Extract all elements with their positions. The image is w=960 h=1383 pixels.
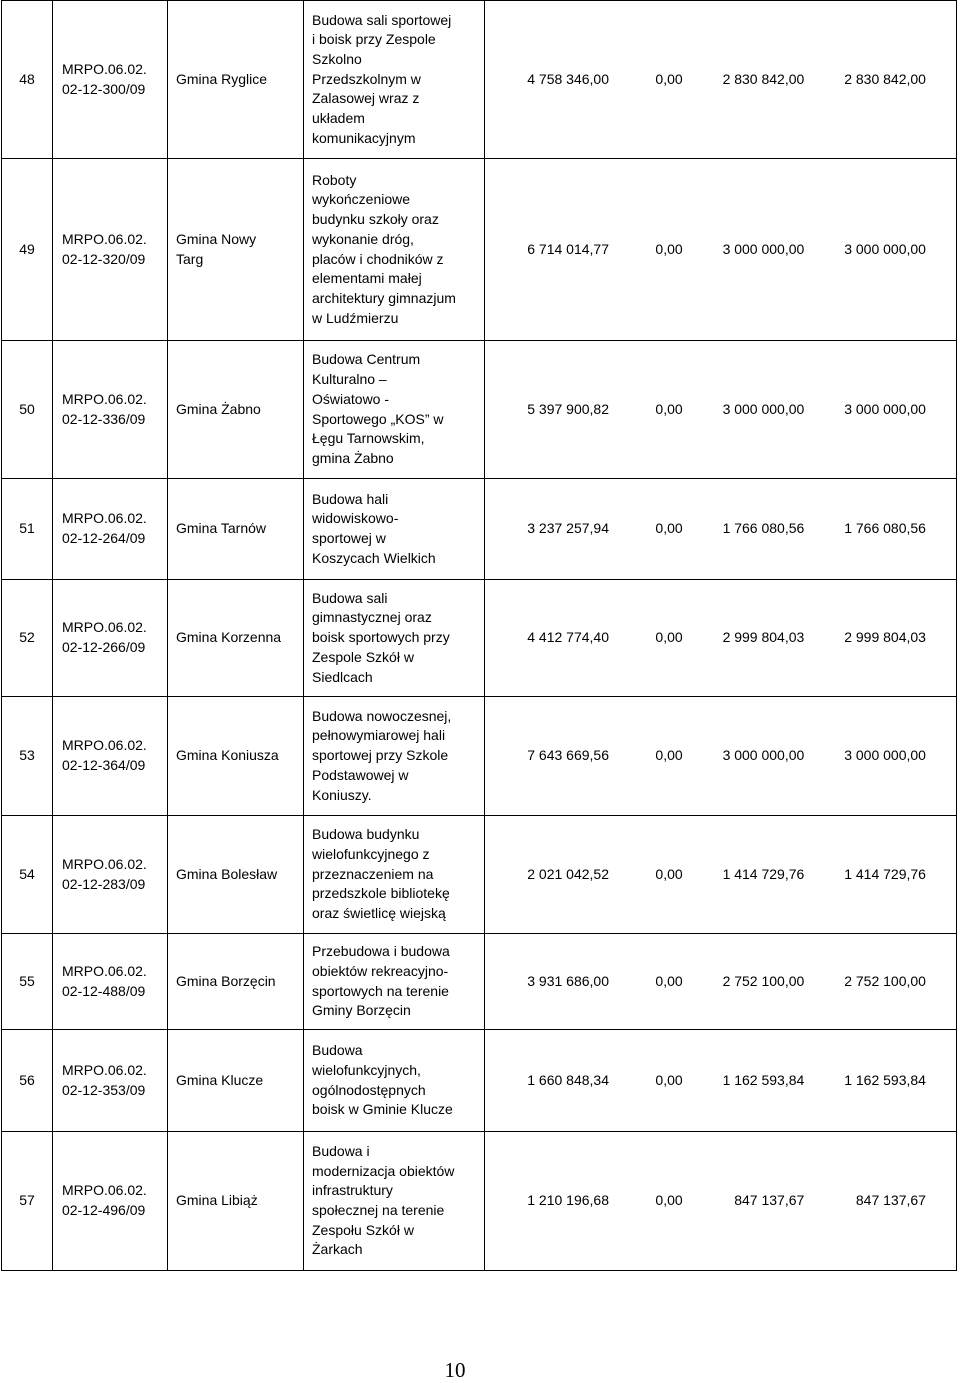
- row-number: 50: [2, 341, 53, 479]
- grant-amount: 1 162 593,84: [844, 1071, 926, 1088]
- beneficiary: [168, 580, 304, 697]
- application-number-line: MRPO.06.02.: [62, 737, 147, 754]
- zero-value: 0,00: [655, 400, 683, 417]
- project-title-line: Budowa sali sportowej: [312, 11, 452, 28]
- eligible-amount: 3 000 000,00: [722, 240, 805, 257]
- project-title: [304, 934, 485, 1030]
- beneficiary-line: Gmina Tarnów: [176, 520, 267, 537]
- beneficiary: [168, 697, 304, 816]
- application-number: [53, 580, 168, 697]
- project-title-line: widowiskowo-: [312, 510, 399, 527]
- project-title-line: Zespołu Szkół w: [312, 1221, 414, 1238]
- application-number-line: MRPO.06.02.: [62, 390, 147, 407]
- project-title-line: układem: [312, 110, 365, 127]
- zero-value: 0,00: [655, 240, 683, 257]
- project-title-line: komunikacyjnym: [312, 129, 416, 146]
- beneficiary-line: Gmina Żabno: [176, 400, 261, 417]
- grant-amount: 847 137,67: [855, 1192, 926, 1209]
- projects-table: [1, 0, 957, 1271]
- project-title-line: Budowa hali: [312, 490, 389, 507]
- beneficiary: [168, 1030, 304, 1132]
- project-title-line: społecznej na terenie: [312, 1202, 445, 1218]
- application-number-line: 02-12-336/09: [62, 410, 146, 427]
- row-number: 48: [2, 1, 53, 159]
- beneficiary: [168, 1132, 304, 1271]
- total-value: 7 643 669,56: [527, 747, 609, 764]
- application-number-line: 02-12-300/09: [62, 80, 146, 97]
- application-number: [53, 479, 168, 580]
- beneficiary-line: Gmina Ryglice: [176, 70, 268, 87]
- project-title-line: wielofunkcyjnego z: [312, 845, 430, 862]
- application-number-line: 02-12-364/09: [62, 757, 146, 773]
- project-title-line: oraz świetlicę wiejską: [312, 905, 446, 922]
- application-number: [53, 159, 168, 341]
- grant-amount: 1 414 729,76: [844, 865, 926, 882]
- application-number: [53, 697, 168, 816]
- beneficiary-line: Gmina Borzęcin: [176, 972, 276, 989]
- zero-value: 0,00: [655, 70, 683, 87]
- project-title-line: placów i chodników z: [312, 250, 444, 267]
- table-row: [2, 697, 957, 816]
- amounts-cell: [485, 816, 957, 934]
- eligible-amount: 1 766 080,56: [722, 520, 805, 537]
- amounts-row: [485, 240, 956, 260]
- project-title-line: pełnowymiarowej hali: [312, 727, 446, 744]
- zero-value: 0,00: [655, 747, 683, 764]
- row-number: 56: [2, 1030, 53, 1132]
- beneficiary: [168, 159, 304, 341]
- project-title: [304, 1030, 485, 1132]
- amounts-row: [485, 1191, 956, 1211]
- total-value: 1 210 196,68: [527, 1192, 609, 1209]
- row-number: 54: [2, 816, 53, 934]
- page-number: 10: [444, 1358, 466, 1382]
- project-title-line: wielofunkcyjnych,: [312, 1061, 421, 1078]
- amounts-cell: [485, 341, 957, 479]
- project-title: [304, 816, 485, 934]
- application-number: [53, 934, 168, 1030]
- amounts-cell: [485, 159, 957, 341]
- amounts-row: [485, 400, 956, 420]
- grant-amount: 1 766 080,56: [844, 520, 926, 537]
- application-number: [53, 1, 168, 159]
- eligible-amount: 2 999 804,03: [722, 629, 805, 646]
- project-title: [304, 1132, 485, 1271]
- project-title-line: w Ludźmierzu: [312, 309, 399, 326]
- amounts-row: [485, 1071, 956, 1091]
- amounts-cell: [485, 1030, 957, 1132]
- project-title-line: budynku szkoły oraz: [312, 211, 439, 228]
- project-title-line: Szkolno: [312, 50, 362, 67]
- project-title-line: Sportowego „KOS” w: [312, 410, 444, 427]
- application-number-line: 02-12-496/09: [62, 1202, 146, 1218]
- amounts-cell: [485, 580, 957, 697]
- zero-value: 0,00: [655, 1071, 683, 1088]
- project-title-line: Budowa budynku: [312, 826, 420, 843]
- row-number: 52: [2, 580, 53, 697]
- table-row: [2, 1132, 957, 1271]
- project-title-line: Roboty: [312, 171, 357, 188]
- application-number-line: MRPO.06.02.: [62, 962, 147, 979]
- beneficiary-line: Gmina Bolesław: [176, 865, 278, 882]
- project-title-line: gimnastycznej oraz: [312, 609, 432, 626]
- project-title: [304, 341, 485, 479]
- eligible-amount: 1 162 593,84: [722, 1071, 805, 1088]
- project-title-line: Siedlcach: [312, 668, 373, 685]
- row-number: 51: [2, 479, 53, 580]
- application-number-line: 02-12-320/09: [62, 250, 146, 267]
- beneficiary-line: Gmina Koniusza: [176, 747, 279, 764]
- project-title: [304, 580, 485, 697]
- application-number-line: 02-12-266/09: [62, 639, 146, 655]
- zero-value: 0,00: [655, 865, 683, 882]
- project-title: [304, 159, 485, 341]
- total-value: 2 021 042,52: [527, 865, 609, 882]
- grant-amount: 2 999 804,03: [844, 629, 926, 646]
- project-title-line: Oświatowo -: [312, 390, 390, 407]
- project-title-line: boisk sportowych przy: [312, 629, 450, 646]
- grant-amount: 3 000 000,00: [844, 240, 926, 257]
- application-number: [53, 1132, 168, 1271]
- amounts-row: [485, 746, 956, 766]
- beneficiary-line: Targ: [176, 250, 204, 267]
- total-value: 4 412 774,40: [527, 629, 609, 646]
- project-title-line: sportowej przy Szkole: [312, 747, 449, 764]
- amounts-row: [485, 972, 956, 992]
- project-title: [304, 1, 485, 159]
- project-title-line: elementami małej: [312, 270, 422, 287]
- row-number: 53: [2, 697, 53, 816]
- total-value: 1 660 848,34: [527, 1071, 609, 1088]
- total-value: 6 714 014,77: [527, 240, 609, 257]
- application-number-line: MRPO.06.02.: [62, 60, 147, 77]
- amounts-row: [485, 70, 956, 90]
- amounts-cell: [485, 479, 957, 580]
- project-title-line: architektury gimnazjum: [312, 289, 456, 306]
- application-number-line: 02-12-488/09: [62, 982, 146, 999]
- project-title-line: Zalasowej wraz z: [312, 90, 420, 107]
- row-number: 57: [2, 1132, 53, 1271]
- row-number: 49: [2, 159, 53, 341]
- application-number-line: 02-12-264/09: [62, 530, 146, 546]
- table-row: [2, 1030, 957, 1132]
- project-title: [304, 479, 485, 580]
- application-number-line: MRPO.06.02.: [62, 510, 147, 527]
- beneficiary: [168, 816, 304, 934]
- project-title-line: Przedszkolnym w: [312, 70, 421, 87]
- project-title: [304, 697, 485, 816]
- project-title-line: wykonanie dróg,: [312, 230, 414, 247]
- application-number: [53, 1030, 168, 1132]
- beneficiary: [168, 479, 304, 580]
- total-value: 5 397 900,82: [527, 400, 609, 417]
- project-title-line: Przebudowa i budowa: [312, 943, 450, 960]
- project-title-line: boisk w Gminie Klucze: [312, 1101, 453, 1118]
- table-row: [2, 934, 957, 1030]
- project-title-line: gmina Żabno: [312, 449, 394, 466]
- amounts-row: [485, 519, 956, 539]
- row-number: 55: [2, 934, 53, 1030]
- project-title-line: Koniuszy.: [312, 786, 372, 803]
- total-value: 4 758 346,00: [527, 70, 609, 87]
- application-number-line: MRPO.06.02.: [62, 1061, 147, 1078]
- application-number-line: MRPO.06.02.: [62, 619, 147, 636]
- eligible-amount: 2 830 842,00: [722, 70, 805, 87]
- total-value: 3 237 257,94: [527, 520, 609, 537]
- project-title-line: obiektów rekreacyjno-: [312, 962, 449, 979]
- application-number-line: MRPO.06.02.: [62, 855, 147, 872]
- beneficiary-line: Gmina Nowy: [176, 230, 257, 247]
- project-title-line: Kulturalno –: [312, 371, 387, 388]
- application-number-line: MRPO.06.02.: [62, 230, 147, 247]
- project-title-line: Budowa Centrum: [312, 351, 421, 368]
- eligible-amount: 847 137,67: [734, 1192, 805, 1209]
- grant-amount: 3 000 000,00: [844, 747, 926, 764]
- project-title-line: infrastruktury: [312, 1182, 393, 1199]
- project-title-line: i boisk przy Zespole: [312, 31, 436, 48]
- grant-amount: 3 000 000,00: [844, 400, 926, 417]
- amounts-row: [485, 865, 956, 885]
- beneficiary: [168, 1, 304, 159]
- eligible-amount: 3 000 000,00: [722, 747, 805, 764]
- project-title-line: Zespole Szkół w: [312, 648, 414, 665]
- eligible-amount: 1 414 729,76: [722, 865, 805, 882]
- application-number-line: MRPO.06.02.: [62, 1182, 147, 1199]
- beneficiary: [168, 934, 304, 1030]
- eligible-amount: 3 000 000,00: [722, 400, 805, 417]
- project-title-line: Budowa sali: [312, 589, 388, 606]
- eligible-amount: 2 752 100,00: [722, 972, 805, 989]
- total-value: 3 931 686,00: [527, 972, 609, 989]
- amounts-cell: [485, 697, 957, 816]
- amounts-cell: [485, 1132, 957, 1271]
- zero-value: 0,00: [655, 972, 683, 989]
- beneficiary-line: Gmina Klucze: [176, 1071, 264, 1088]
- project-title-line: modernizacja obiektów: [312, 1162, 455, 1179]
- beneficiary: [168, 341, 304, 479]
- project-title-line: przedszkole bibliotekę: [312, 885, 450, 902]
- project-title-line: Koszycach Wielkich: [312, 549, 436, 566]
- zero-value: 0,00: [655, 629, 683, 646]
- project-title-line: ogólnodostępnych: [312, 1081, 426, 1098]
- amounts-cell: [485, 934, 957, 1030]
- table-row: [2, 159, 957, 341]
- table-row: [2, 580, 957, 697]
- application-number-line: 02-12-353/09: [62, 1081, 146, 1098]
- project-title-line: Żarkach: [312, 1241, 363, 1258]
- table-row: [2, 816, 957, 934]
- project-title-line: Łęgu Tarnowskim,: [312, 430, 425, 447]
- project-title-line: sportowej w: [312, 530, 386, 546]
- beneficiary-line: Gmina Korzenna: [176, 629, 282, 646]
- grant-amount: 2 752 100,00: [844, 972, 926, 989]
- grant-amount: 2 830 842,00: [844, 70, 926, 87]
- project-title-line: Gminy Borzęcin: [312, 1002, 411, 1019]
- beneficiary-line: Gmina Libiąż: [176, 1192, 258, 1209]
- table-row: [2, 479, 957, 580]
- project-title-line: przeznaczeniem na: [312, 865, 434, 882]
- zero-value: 0,00: [655, 520, 683, 537]
- project-title-line: Podstawowej w: [312, 766, 409, 783]
- table-row: [2, 341, 957, 479]
- project-title-line: Budowa nowoczesnej,: [312, 707, 452, 724]
- amounts-cell: [485, 1, 957, 159]
- application-number: [53, 816, 168, 934]
- application-number-line: 02-12-283/09: [62, 875, 146, 892]
- project-title-line: wykończeniowe: [312, 191, 411, 208]
- project-title-line: Budowa: [312, 1042, 363, 1059]
- project-title-line: sportowych na terenie: [312, 982, 449, 999]
- zero-value: 0,00: [655, 1192, 683, 1209]
- table-row: [2, 1, 957, 159]
- project-title-line: Budowa i: [312, 1142, 370, 1159]
- application-number: [53, 341, 168, 479]
- amounts-row: [485, 628, 956, 648]
